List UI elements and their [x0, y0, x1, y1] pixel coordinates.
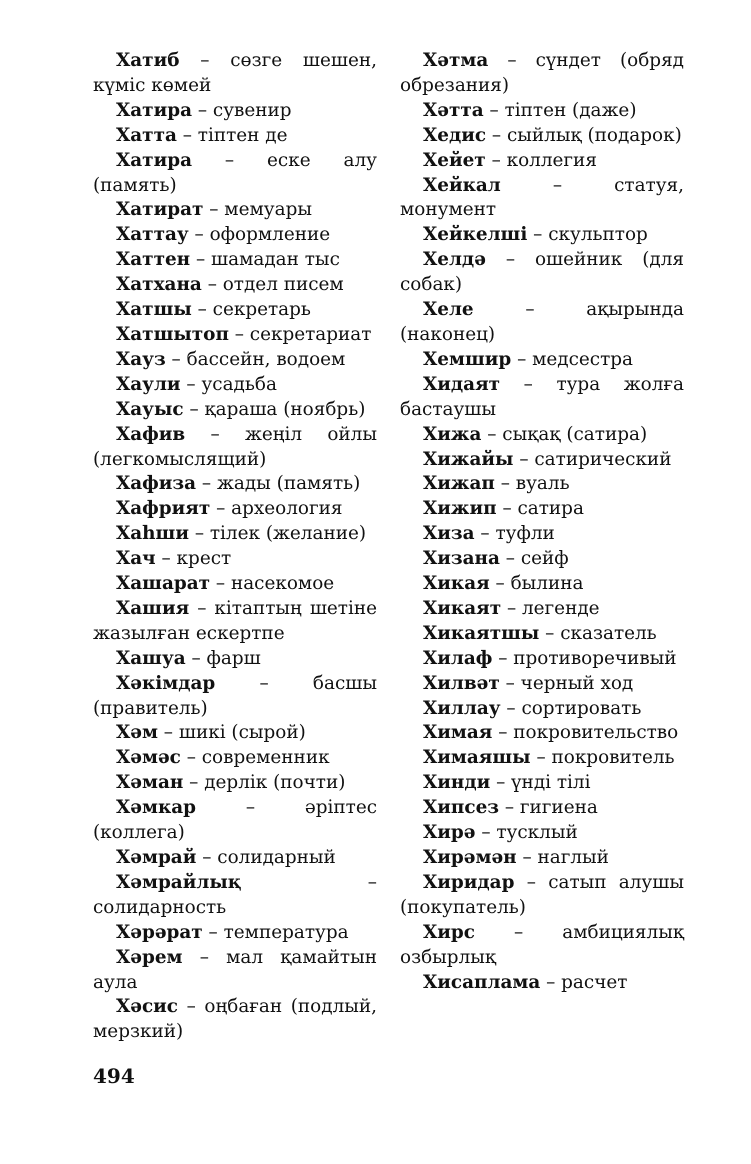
entry-definition: туфли: [495, 523, 555, 545]
entry-term: Хикаят: [423, 597, 502, 619]
dictionary-entry: Хидаят – тура жолға бастаушы: [400, 373, 685, 420]
entry-term: Хәмрай: [116, 847, 197, 868]
entry-definition: бассейн, водоем: [186, 348, 346, 370]
entry-definition: сказатель: [560, 622, 657, 644]
entry-definition: басшы (правитель): [93, 672, 377, 719]
entry-term: Хәтма: [423, 50, 489, 71]
entry-term: Хауз: [116, 348, 166, 370]
dictionary-entry: Хейкал – статуя, монумент: [400, 174, 684, 221]
entry-term: Хирс: [423, 921, 475, 943]
entry-term: Хилаф: [423, 647, 493, 669]
entry-definition: секретариат: [249, 323, 372, 345]
dictionary-entry: Хижа – сықақ (сатира): [423, 423, 648, 445]
entry-term: Хинди: [423, 772, 491, 794]
entry-term: Хемшир: [423, 348, 512, 370]
entry-definition: оңбаған (подлый, мерзкий): [93, 996, 377, 1043]
dictionary-entry: Хәсис – оңбаған (подлый, мерзкий): [93, 996, 377, 1043]
dictionary-entry: Хиза – туфли: [423, 523, 555, 545]
left-column: [93, 49, 377, 1045]
dictionary-entry: Хәм – шикі (сырой): [116, 722, 306, 744]
entry-definition: жеңіл ойлы (легкомыслящий): [93, 423, 378, 470]
entry-definition: статуя, монумент: [400, 174, 684, 221]
dictionary-entry: Хәрәрат – температура: [116, 921, 349, 943]
entry-term: Хикая: [423, 573, 490, 595]
entry-definition: ошейник (для собак): [400, 249, 685, 296]
entry-term: Хижа: [423, 423, 482, 445]
dictionary-entry: Хейкелші – скульптор: [423, 224, 648, 246]
entry-term: Хатта: [116, 124, 177, 146]
entry-definition: фарш: [206, 647, 261, 669]
entry-term: Хәмкар: [116, 797, 197, 819]
entry-definition: скульптор: [548, 224, 648, 246]
entry-definition: қараша (ноябрь): [204, 398, 366, 420]
dictionary-entry: Хәмрай – солидарный: [116, 847, 336, 868]
entry-term: Хатира: [116, 149, 192, 171]
right-column: [400, 49, 684, 995]
entry-definition: былина: [510, 573, 584, 595]
dictionary-entry: Хатшы – секретарь: [116, 299, 311, 321]
entry-definition: кітаптың шетіне жазылған ескертпе: [93, 597, 377, 644]
entry-term: Хәтта: [423, 99, 484, 121]
dictionary-entry: Хисаплама – расчет: [423, 971, 628, 993]
entry-term: Хизана: [423, 548, 500, 570]
entry-term: Хәкімдар: [116, 672, 216, 694]
entry-term: Хиллау: [423, 697, 501, 719]
entry-definition: сыйлық (подарок): [506, 124, 682, 146]
entry-definition: тура жолға бастаушы: [400, 373, 685, 420]
entry-definition: температура: [223, 921, 349, 943]
entry-definition: секретарь: [212, 299, 311, 321]
entry-definition: усадьба: [201, 373, 277, 395]
entry-term: Хедис: [423, 124, 487, 146]
dictionary-entry: Хәтта – тіптен (даже): [423, 99, 637, 121]
entry-definition: покровитель: [551, 747, 675, 769]
dictionary-entry: Хач – крест: [116, 548, 232, 570]
entry-term: Хаули: [116, 373, 181, 395]
entry-definition: покровительство: [513, 722, 679, 744]
entry-definition: шикі (сырой): [178, 722, 306, 744]
entry-term: Хауыс: [116, 398, 184, 420]
entry-term: Хисаплама: [423, 971, 541, 993]
dictionary-entry: Хиллау – сортировать: [423, 697, 642, 719]
entry-term: Хәрәрат: [116, 921, 203, 943]
entry-definition: современник: [201, 747, 330, 769]
entry-definition: археология: [231, 498, 343, 520]
entry-definition: тіптен (даже): [504, 99, 637, 121]
dictionary-entry: Хәмәс – современник: [116, 747, 330, 769]
entry-definition: дерлік (почти): [204, 772, 346, 794]
entry-definition: әріптес (коллега): [93, 797, 377, 844]
entry-definition: коллегия: [506, 149, 597, 171]
dictionary-entry: Хәкімдар – басшы (правитель): [93, 672, 377, 719]
entry-term: Хатшытоп: [116, 323, 229, 345]
dictionary-entry: Хижайы – сатирический: [423, 448, 672, 470]
entry-term: Хелдә: [423, 249, 486, 271]
dictionary-entry: Хикаят – легенде: [423, 597, 600, 619]
dictionary-entry: Хилвәт – черный ход: [423, 672, 634, 694]
entry-term: Хатхана: [116, 274, 202, 296]
entry-definition: отдел писем: [222, 274, 344, 296]
entry-definition: сортировать: [521, 697, 642, 719]
entry-definition: үнді тілі: [511, 772, 591, 794]
entry-definition: вуаль: [515, 473, 570, 495]
dictionary-entry: Химая – покровительство: [423, 722, 679, 744]
entry-term: Хилвәт: [423, 672, 500, 694]
dictionary-entry: Хатхана – отдел писем: [116, 274, 344, 296]
entry-term: Хәман: [116, 772, 184, 794]
entry-term: Хижайы: [423, 448, 514, 470]
dictionary-entry: Хатират – мемуары: [116, 199, 312, 221]
dictionary-entry: Хауз – бассейн, водоем: [116, 348, 346, 370]
dictionary-entry: Хилаф – противоречивый: [423, 647, 677, 669]
dictionary-entry: Хаттен – шамадан тыс: [116, 249, 340, 271]
entry-definition: гигиена: [519, 797, 598, 819]
dictionary-entry: Хелдә – ошейник (для собак): [400, 249, 685, 296]
entry-term: Хатират: [116, 199, 204, 221]
entry-term: Хәмәс: [116, 747, 181, 769]
dictionary-entry: Хатира – еске алу (память): [93, 149, 377, 196]
entry-definition: тілек (желание): [209, 523, 367, 545]
dictionary-entry: Хәмрайлық – солидарность: [93, 871, 377, 918]
entry-definition: мемуары: [224, 199, 312, 221]
entry-term: Хашия: [116, 597, 190, 619]
dictionary-entry: Хижип – сатира: [423, 498, 584, 520]
entry-definition: сатира: [517, 498, 584, 520]
entry-term: Хач: [116, 548, 156, 570]
dictionary-entry: Хәмкар – әріптес (коллега): [93, 797, 377, 844]
dictionary-entry: Хәтма – сүндет (обряд обрезания): [400, 50, 684, 96]
entry-definition: мал қамайтын аула: [93, 946, 377, 993]
entry-definition: крест: [176, 548, 232, 570]
entry-definition: шамадан тыс: [211, 249, 340, 271]
entry-definition: еске алу (память): [93, 149, 377, 196]
entry-term: Хәсис: [116, 996, 179, 1018]
dictionary-entry: Хәрем – мал қамайтын аула: [93, 946, 377, 993]
entry-definition: сейф: [520, 548, 569, 570]
dictionary-entry: Хафив – жеңіл ойлы (легкомыслящий): [93, 423, 378, 470]
entry-term: Хиридар: [423, 871, 515, 893]
entry-definition: противоречивый: [513, 647, 677, 669]
dictionary-entry: Хаһши – тілек (желание): [116, 523, 367, 545]
entry-term: Хафрият: [116, 498, 211, 520]
dictionary-entry: Хатшытоп – секретариат: [116, 323, 372, 345]
dictionary-entry: Хиридар – сатып алушы (покупатель): [400, 871, 684, 918]
dictionary-entry: Хатта – тіптен де: [116, 124, 288, 146]
entry-term: Хиза: [423, 523, 475, 545]
entry-term: Хижип: [423, 498, 497, 520]
entry-term: Хафив: [116, 423, 186, 445]
entry-term: Хирә: [423, 822, 476, 844]
entry-definition: солидарный: [217, 847, 336, 868]
entry-term: Хатиб: [116, 50, 180, 71]
entry-term: Химаяшы: [423, 747, 531, 769]
dictionary-entry: Хафиза – жады (память): [116, 473, 361, 495]
entry-term: Хатшы: [116, 299, 192, 321]
dictionary-entry: Хирәмән – наглый: [423, 847, 609, 868]
entry-definition: сувенир: [212, 99, 292, 121]
dictionary-entry: Хикаятшы – сказатель: [423, 622, 657, 644]
entry-term: Хипсез: [423, 797, 500, 819]
entry-term: Хирәмән: [423, 847, 517, 868]
dictionary-entry: Хашуа – фарш: [116, 647, 261, 669]
entry-definition: наглый: [537, 847, 609, 868]
dictionary-entry: Хауыс – қараша (ноябрь): [116, 398, 366, 420]
entry-definition: сөзге шешен, күміс көмей: [93, 50, 377, 96]
entry-term: Хикаятшы: [423, 622, 540, 644]
entry-term: Хаһши: [116, 523, 189, 545]
dictionary-entry: Хирс – амбициялық озбырлық: [400, 921, 684, 968]
entry-definition: тусклый: [496, 822, 578, 844]
entry-term: Хаттен: [116, 249, 191, 271]
dictionary-entry: Хатиб – сөзге шешен, күміс көмей: [93, 50, 377, 96]
entry-term: Хижап: [423, 473, 495, 495]
dictionary-entry: Хатира – сувенир: [116, 99, 292, 121]
entry-term: Хәмрайлық: [116, 871, 242, 893]
dictionary-entry: Химаяшы – покровитель: [423, 747, 675, 769]
dictionary-entry: Хеле – ақырында (наконец): [400, 299, 684, 345]
entry-definition: черный ход: [520, 672, 634, 694]
entry-definition: амбициялық озбырлық: [400, 921, 684, 968]
entry-term: Хәрем: [116, 946, 183, 968]
entry-term: Хаттау: [116, 224, 189, 246]
dictionary-entry: Хедис – сыйлық (подарок): [423, 124, 682, 146]
entry-term: Хәм: [116, 722, 158, 744]
entry-term: Хафиза: [116, 473, 197, 495]
dictionary-entry: Хафрият – археология: [116, 498, 343, 520]
page-number: 494: [93, 1064, 135, 1088]
entry-term: Хейкелші: [423, 224, 528, 246]
dictionary-entry: Хәман – дерлік (почти): [116, 772, 346, 794]
entry-definition: оформление: [209, 224, 331, 246]
entry-definition: медсестра: [532, 348, 634, 370]
entry-definition: легенде: [521, 597, 600, 619]
dictionary-entry: Хейет – коллегия: [423, 149, 597, 171]
entry-term: Хашарат: [116, 573, 211, 595]
entry-definition: сатирический: [534, 448, 672, 470]
dictionary-entry: Хинди – үнді тілі: [423, 772, 591, 794]
entry-definition: ақырында (наконец): [400, 299, 684, 345]
entry-term: Хидаят: [423, 373, 501, 395]
dictionary-entry: Хаули – усадьба: [116, 373, 277, 395]
entry-term: Хейкал: [423, 174, 501, 196]
dictionary-entry: Хашарат – насекомое: [116, 573, 335, 595]
dictionary-entry: Хипсез – гигиена: [423, 797, 598, 819]
dictionary-entry: Хижап – вуаль: [423, 473, 570, 495]
dictionary-entry: Хашия – кітаптың шетіне жазылған ескертпе: [93, 597, 377, 644]
entry-definition: расчет: [561, 971, 628, 993]
entry-definition: жады (память): [216, 473, 361, 495]
dictionary-entry: Хирә – тусклый: [423, 822, 578, 844]
entry-term: Хеле: [423, 299, 474, 321]
entry-definition: тіптен де: [197, 124, 288, 146]
dictionary-entry: Хаттау – оформление: [116, 224, 331, 246]
dictionary-entry: Хизана – сейф: [423, 548, 569, 570]
entry-term: Хейет: [423, 149, 486, 171]
entry-definition: сықақ (сатира): [502, 423, 648, 445]
entry-term: Хатира: [116, 99, 192, 121]
entry-definition: сүндет (обряд обрезания): [400, 50, 684, 96]
entry-definition: сатып алушы (покупатель): [400, 871, 684, 918]
entry-term: Химая: [423, 722, 493, 744]
dictionary-entry: Хемшир – медсестра: [423, 348, 634, 370]
entry-definition: солидарность: [93, 896, 227, 918]
entry-term: Хашуа: [116, 647, 186, 669]
entry-definition: насекомое: [230, 573, 335, 595]
dictionary-entry: Хикая – былина: [423, 573, 584, 595]
